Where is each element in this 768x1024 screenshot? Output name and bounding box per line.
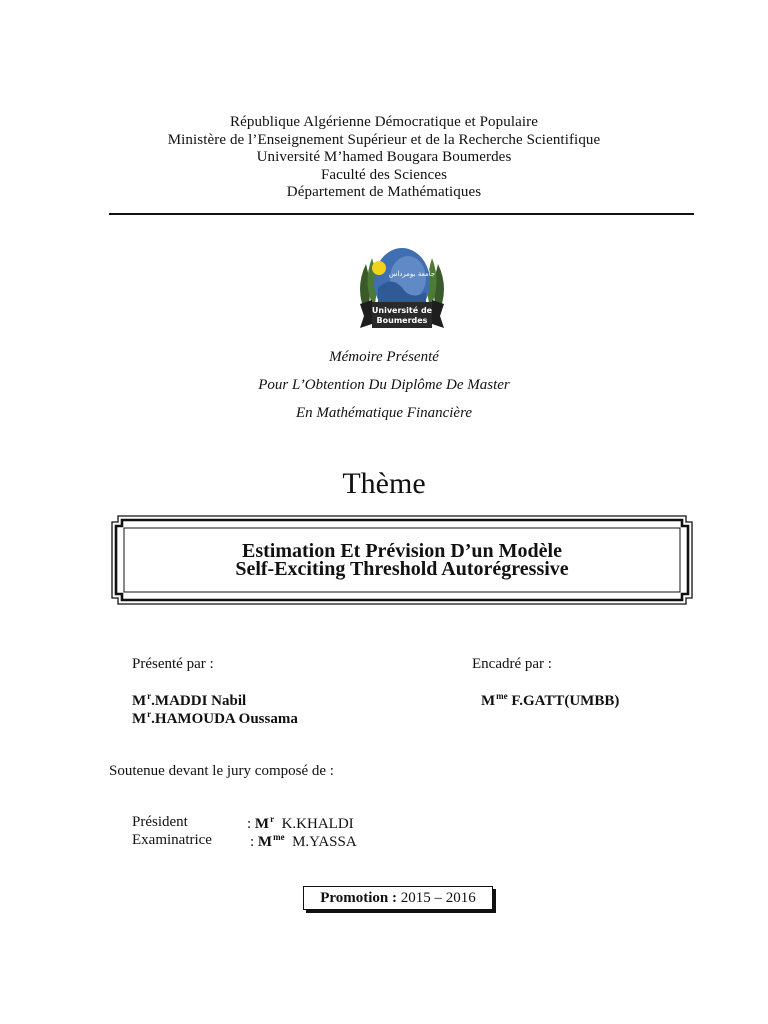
header-ministry: Ministère de l’Enseignement Supérieur et de la Recherche Scientifique xyxy=(167,132,601,148)
student-1: $M^r.MADDI$ Nabil xyxy=(132,691,247,709)
promotion-box xyxy=(303,886,493,910)
jury-president-role: Président xyxy=(132,814,188,830)
memoire-title: Mémoire Présenté xyxy=(329,349,439,365)
memoire-specialty: En Mathématique Financière xyxy=(295,405,473,421)
supervised-label: Encadré par : xyxy=(472,656,552,672)
theme-heading: Thème xyxy=(342,467,426,500)
supervisor: $M^{me}$ F.GATT(UMBB) xyxy=(481,691,620,709)
theme-subject-line1: Estimation Et Prévision D’un Modèle xyxy=(242,540,562,562)
jury-president: : $M^r$ K.KHALDI xyxy=(247,814,354,832)
header-republic: République Algérienne Démocratique et Populaire xyxy=(230,114,538,130)
jury-examiner-role: Examinatrice xyxy=(132,832,212,848)
logo-arabic-text: جامعة بومرداس xyxy=(388,270,436,278)
promotion-label: Promotion : xyxy=(320,890,398,906)
university-logo xyxy=(352,244,452,336)
header-rule xyxy=(109,213,694,215)
header-university: Université M’hamed Bougara Boumerdes xyxy=(256,149,512,165)
student-2: $M^r.HAMOUDA$ Oussama xyxy=(132,709,298,727)
presented-label: Présenté par : xyxy=(132,656,214,672)
logo-banner-line1: Université de xyxy=(371,306,433,315)
memoire-diploma: Pour L’Obtention Du Diplôme De Master xyxy=(258,377,510,393)
header-faculty: Faculté des Sciences xyxy=(320,167,448,183)
theme-subject-line2: Self-Exciting Threshold Autorégressive xyxy=(235,558,569,580)
promotion-years: 2015 – 2016 xyxy=(400,890,476,906)
logo-banner-line2: Boumerdes xyxy=(376,316,428,325)
jury-examiner: : $M^{me}$ M.YASSA xyxy=(250,832,357,850)
header-department: Département de Mathématiques xyxy=(286,184,482,200)
jury-intro: Soutenue devant le jury composé de : xyxy=(109,763,334,779)
